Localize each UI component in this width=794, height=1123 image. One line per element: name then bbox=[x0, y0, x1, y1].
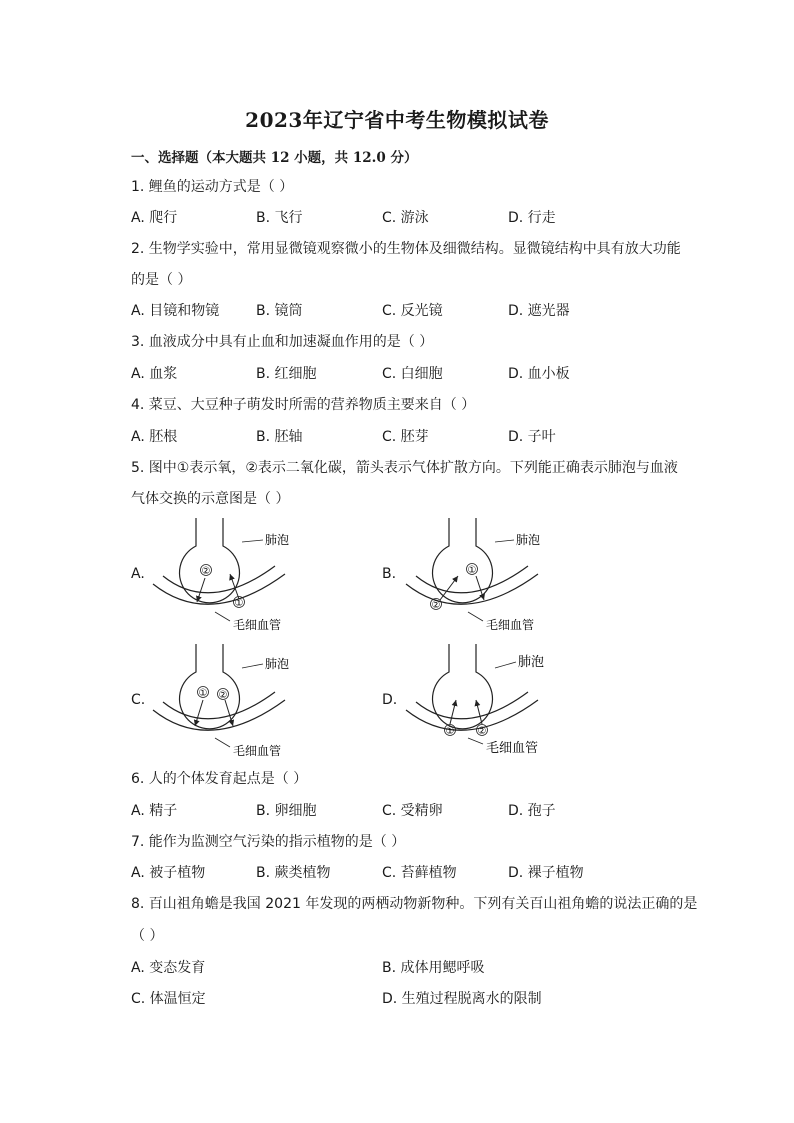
q7-option-a[interactable]: A. 被子植物 bbox=[131, 865, 206, 881]
question-8-options-row2 bbox=[131, 988, 751, 1008]
mark-bottom: ② bbox=[477, 726, 487, 737]
alveolus-label: 肺泡 bbox=[265, 533, 290, 547]
arrow-co2 bbox=[440, 576, 458, 600]
q4-option-c[interactable]: C. 胚芽 bbox=[382, 429, 429, 445]
question-6-options bbox=[131, 800, 751, 820]
q1-option-a[interactable]: A. 爬行 bbox=[131, 210, 178, 226]
q5-diagram-c[interactable] bbox=[145, 640, 300, 762]
alveolus-label: 肺泡 bbox=[265, 657, 290, 671]
q1-option-b[interactable]: B. 飞行 bbox=[256, 210, 303, 226]
mark-bottom: ② bbox=[431, 600, 441, 611]
q7-option-c[interactable]: C. 苔藓植物 bbox=[382, 865, 457, 881]
mark-bottom: ② bbox=[218, 690, 228, 701]
q8-option-d[interactable]: D. 生殖过程脱离水的限制 bbox=[382, 991, 542, 1007]
q5-option-c-letter[interactable]: C. bbox=[131, 692, 146, 708]
capillary-outer-wall bbox=[153, 574, 285, 604]
q3-option-b[interactable]: B. 红细胞 bbox=[256, 366, 317, 382]
mark-bottom: ① bbox=[234, 598, 244, 609]
alveolus-label: 肺泡 bbox=[518, 655, 545, 670]
capillary-label: 毛细血管 bbox=[486, 618, 535, 632]
capillary-label: 毛细血管 bbox=[233, 744, 282, 758]
question-1-stem: 1. 鲤鱼的运动方式是（ ） bbox=[131, 179, 294, 195]
q6-option-a[interactable]: A. 精子 bbox=[131, 803, 178, 819]
capillary-label: 毛细血管 bbox=[486, 741, 539, 756]
capillary-outer-wall bbox=[406, 574, 538, 604]
q5-diagram-d[interactable] bbox=[398, 640, 553, 762]
q7-option-b[interactable]: B. 蕨类植物 bbox=[256, 865, 331, 881]
question-8-stem: 8. 百山祖角蟾是我国 2021 年发现的两栖动物新物种。下列有关百山祖角蟾的说法正确的是 bbox=[131, 896, 698, 912]
capillary-outer-wall bbox=[406, 700, 538, 730]
q8-option-b[interactable]: B. 成体用鳃呼吸 bbox=[382, 960, 485, 976]
capillary-label: 毛细血管 bbox=[233, 618, 282, 632]
arrow-o2 bbox=[476, 576, 484, 600]
question-5-stem: 5. 图中①表示氧，②表示二氧化碳，箭头表示气体扩散方向。下列能正确表示肺泡与血液 bbox=[131, 460, 678, 476]
q2-option-b[interactable]: B. 镜筒 bbox=[256, 303, 303, 319]
q2-option-a[interactable]: A. 目镜和物镜 bbox=[131, 303, 220, 319]
section-heading: 一、选择题（本大题共 12 小题，共 12.0 分） bbox=[131, 150, 418, 166]
capillary-outer-wall bbox=[153, 700, 285, 730]
q6-option-b[interactable]: B. 卵细胞 bbox=[256, 803, 317, 819]
q8-option-c[interactable]: C. 体温恒定 bbox=[131, 991, 206, 1007]
question-5-stem-cont: 气体交换的示意图是（ ） bbox=[131, 491, 290, 507]
exam-title: 2023年辽宁省中考生物模拟试卷 bbox=[245, 108, 549, 132]
alveolus-label: 肺泡 bbox=[516, 533, 541, 547]
arrow-o2 bbox=[450, 700, 456, 724]
mark-top: ① bbox=[198, 688, 208, 699]
question-8-stem-cont: （ ） bbox=[131, 928, 164, 944]
question-8-options-row1 bbox=[131, 957, 751, 977]
q5-option-d-letter[interactable]: D. bbox=[382, 692, 398, 708]
q8-option-a[interactable]: A. 变态发育 bbox=[131, 960, 206, 976]
q6-option-d[interactable]: D. 孢子 bbox=[508, 803, 556, 819]
q5-option-a-letter[interactable]: A. bbox=[131, 566, 145, 582]
q5-diagram-a[interactable] bbox=[145, 514, 300, 636]
mark-top: ① bbox=[445, 726, 455, 737]
q4-option-b[interactable]: B. 胚轴 bbox=[256, 429, 303, 445]
question-4-options bbox=[131, 426, 751, 446]
q2-option-d[interactable]: D. 遮光器 bbox=[508, 303, 570, 319]
question-7-stem: 7. 能作为监测空气污染的指示植物的是（ ） bbox=[131, 834, 406, 850]
question-6-stem: 6. 人的个体发育起点是（ ） bbox=[131, 771, 308, 787]
mark-top: ① bbox=[467, 565, 477, 576]
question-7-options bbox=[131, 862, 751, 882]
question-2-stem: 2. 生物学实验中，常用显微镜观察微小的生物体及细微结构。显微镜结构中具有放大功能 bbox=[131, 241, 681, 257]
mark-top: ② bbox=[201, 566, 211, 577]
question-4-stem: 4. 菜豆、大豆种子萌发时所需的营养物质主要来自（ ） bbox=[131, 397, 476, 413]
q4-option-d[interactable]: D. 子叶 bbox=[508, 429, 556, 445]
q6-option-c[interactable]: C. 受精卵 bbox=[382, 803, 443, 819]
question-2-options bbox=[131, 300, 751, 320]
q3-option-c[interactable]: C. 白细胞 bbox=[382, 366, 443, 382]
q5-option-b-letter[interactable]: B. bbox=[382, 566, 397, 582]
question-3-stem: 3. 血液成分中具有止血和加速凝血作用的是（ ） bbox=[131, 334, 434, 350]
q2-option-c[interactable]: C. 反光镜 bbox=[382, 303, 443, 319]
question-3-options bbox=[131, 363, 751, 383]
q3-option-d[interactable]: D. 血小板 bbox=[508, 366, 570, 382]
question-2-stem-cont: 的是（ ） bbox=[131, 272, 192, 288]
question-1-options bbox=[131, 207, 751, 227]
arrow-co2 bbox=[197, 578, 205, 602]
q1-option-c[interactable]: C. 游泳 bbox=[382, 210, 429, 226]
q1-option-d[interactable]: D. 行走 bbox=[508, 210, 556, 226]
arrow-co2 bbox=[476, 700, 482, 724]
q4-option-a[interactable]: A. 胚根 bbox=[131, 429, 178, 445]
q5-diagram-b[interactable] bbox=[398, 514, 553, 636]
arrow-o2 bbox=[195, 700, 203, 726]
q3-option-a[interactable]: A. 血浆 bbox=[131, 366, 178, 382]
q7-option-d[interactable]: D. 裸子植物 bbox=[508, 865, 584, 881]
